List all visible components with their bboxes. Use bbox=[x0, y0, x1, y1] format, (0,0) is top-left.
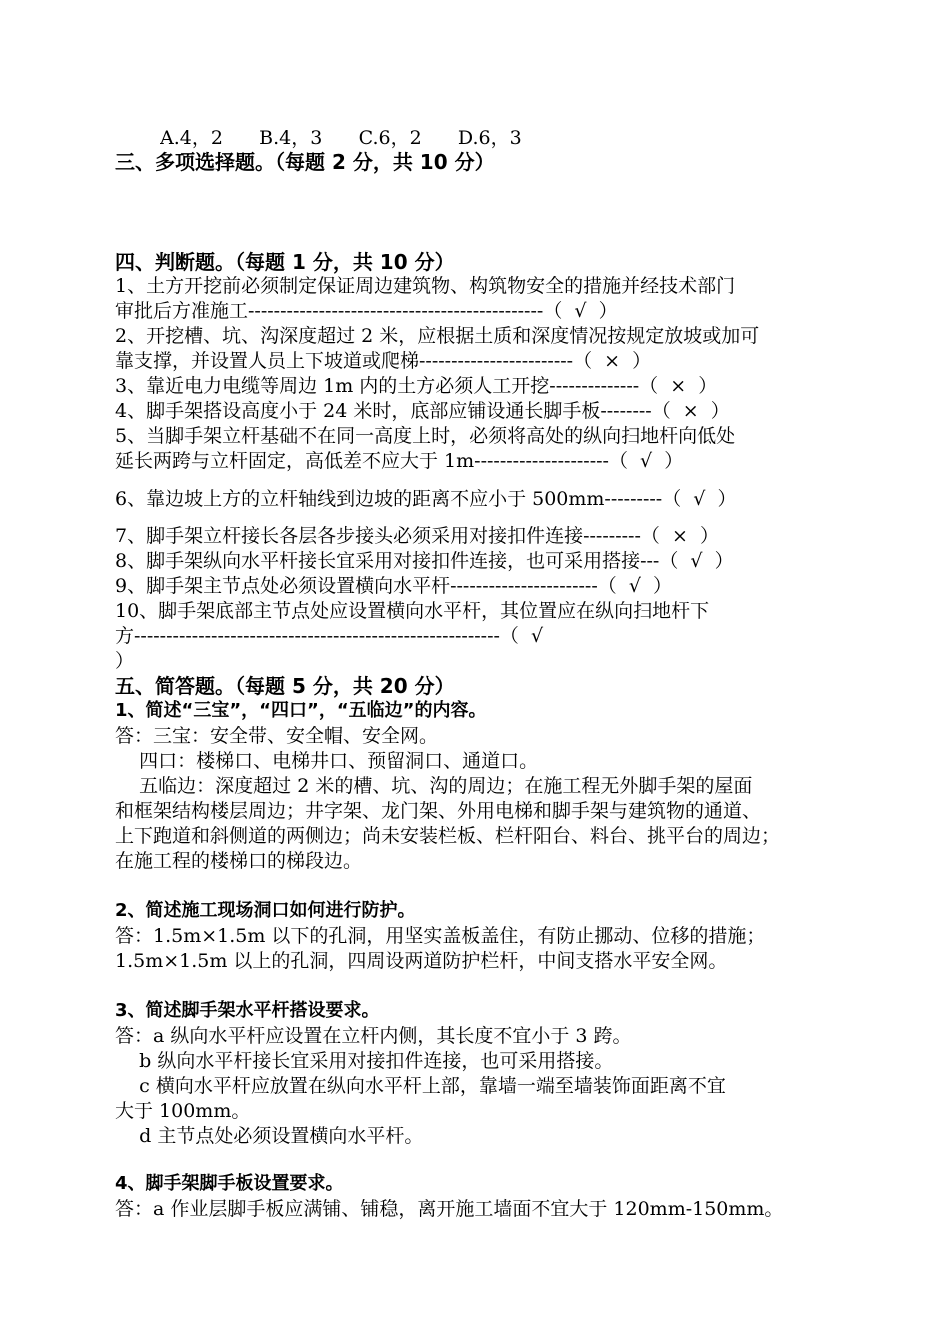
answer-2-line-1: 答：1.5m×1.5m 以下的孔洞，用坚实盖板盖住，有防止挪动、位移的措施； bbox=[115, 925, 766, 947]
judgment-2-line-1: 2、开挖槽、坑、沟深度超过 2 米，应根据土质和深度情况按规定放坡或加可 bbox=[115, 325, 760, 347]
answer-1-line-6: 在施工程的楼梯口的梯段边。 bbox=[115, 850, 363, 872]
judgment-4: 4、脚手架搭设高度小于 24 米时，底部应铺设通长脚手板--------（ × ） bbox=[115, 400, 730, 422]
judgment-1-line-1: 1、土方开挖前必须制定保证周边建筑物、构筑物安全的措施并经技术部门 bbox=[115, 275, 736, 297]
answer-1-line-1: 答：三宝：安全带、安全帽、安全网。 bbox=[115, 725, 439, 747]
answer-2-line-2: 1.5m×1.5m 以上的孔洞，四周设两道防护栏杆，中间支搭水平安全网。 bbox=[115, 950, 728, 972]
judgment-6: 6、靠边坡上方的立杆轴线到边坡的距离不应小于 500mm---------（ √ ） bbox=[115, 488, 737, 510]
answer-1-line-5: 上下跑道和斜侧道的两侧边；尚未安装栏板、栏杆阳台、料台、挑平台的周边； bbox=[115, 825, 781, 847]
section-5-title: 五、简答题。（每题 5 分，共 20 分） bbox=[115, 674, 455, 698]
judgment-5-line-2: 延长两跨与立杆固定，高低差不应大于 1m---------------------（ √ ） bbox=[115, 450, 684, 472]
question-4-title: 4、脚手架脚手板设置要求。 bbox=[115, 1173, 344, 1194]
question-3-title: 3、简述脚手架水平杆搭设要求。 bbox=[115, 1000, 380, 1021]
answer-1-line-3: 五临边：深度超过 2 米的槽、坑、沟的周边；在施工程无外脚手架的屋面 bbox=[115, 775, 753, 797]
judgment-5-line-1: 5、当脚手架立杆基础不在同一高度上时，必须将高处的纵向扫地杆向低处 bbox=[115, 425, 736, 447]
question-2-title: 2、简述施工现场洞口如何进行防护。 bbox=[115, 900, 416, 921]
answer-1-line-4: 和框架结构楼层周边；井字架、龙门架、外用电梯和脚手架与建筑物的通道、 bbox=[115, 800, 762, 822]
section-4-title: 四、判断题。（每题 1 分，共 10 分） bbox=[115, 250, 455, 274]
judgment-2-line-2: 靠支撑，并设置人员上下坡道或爬梯------------------------（ × ） bbox=[115, 350, 652, 372]
judgment-1-line-2: 审批后方准施工----------------------------------------------（ √ ） bbox=[115, 300, 618, 322]
judgment-9: 9、脚手架主节点处必须设置横向水平杆-----------------------（ √ ） bbox=[115, 575, 673, 597]
answer-3-line-5: d 主节点处必须设置横向水平杆。 bbox=[115, 1125, 424, 1147]
question-1-title: 1、简述“三宝”，“四口”，“五临边”的内容。 bbox=[115, 700, 487, 721]
answer-1-line-2: 四口：楼梯口、电梯井口、预留洞口、通道口。 bbox=[115, 750, 539, 772]
judgment-7: 7、脚手架立杆接长各层各步接头必须采用对接扣件连接---------（ × ） bbox=[115, 525, 719, 547]
answer-4-line-1: 答：a 作业层脚手板应满铺、铺稳，离开施工墙面不宜大于 120mm-150mm。 bbox=[115, 1198, 784, 1220]
judgment-3: 3、靠近电力电缆等周边 1m 内的土方必须人工开挖--------------（ × ） bbox=[115, 375, 718, 397]
options-line: A.4，2 B.4，3 C.6，2 D.6，3 bbox=[160, 127, 522, 149]
section-3-title: 三、多项选择题。（每题 2 分，共 10 分） bbox=[115, 150, 495, 174]
judgment-10-line-1: 10、脚手架底部主节点处应设置横向水平杆，其位置应在纵向扫地杆下 bbox=[115, 600, 710, 622]
judgment-10-line-2: 方---------------------------------------------------------（ √ bbox=[115, 625, 544, 647]
judgment-10-line-3: ） bbox=[115, 650, 135, 672]
answer-3-line-3: c 横向水平杆应放置在纵向水平杆上部，靠墙一端至墙装饰面距离不宜 bbox=[115, 1075, 726, 1097]
answer-3-line-2: b 纵向水平杆接长宜采用对接扣件连接，也可采用搭接。 bbox=[115, 1050, 614, 1072]
answer-3-line-4: 大于 100mm。 bbox=[115, 1100, 251, 1122]
judgment-8: 8、脚手架纵向水平杆接长宜采用对接扣件连接，也可采用搭接---（ √ ） bbox=[115, 550, 734, 572]
answer-3-line-1: 答：a 纵向水平杆应设置在立杆内侧，其长度不宜小于 3 跨。 bbox=[115, 1025, 632, 1047]
